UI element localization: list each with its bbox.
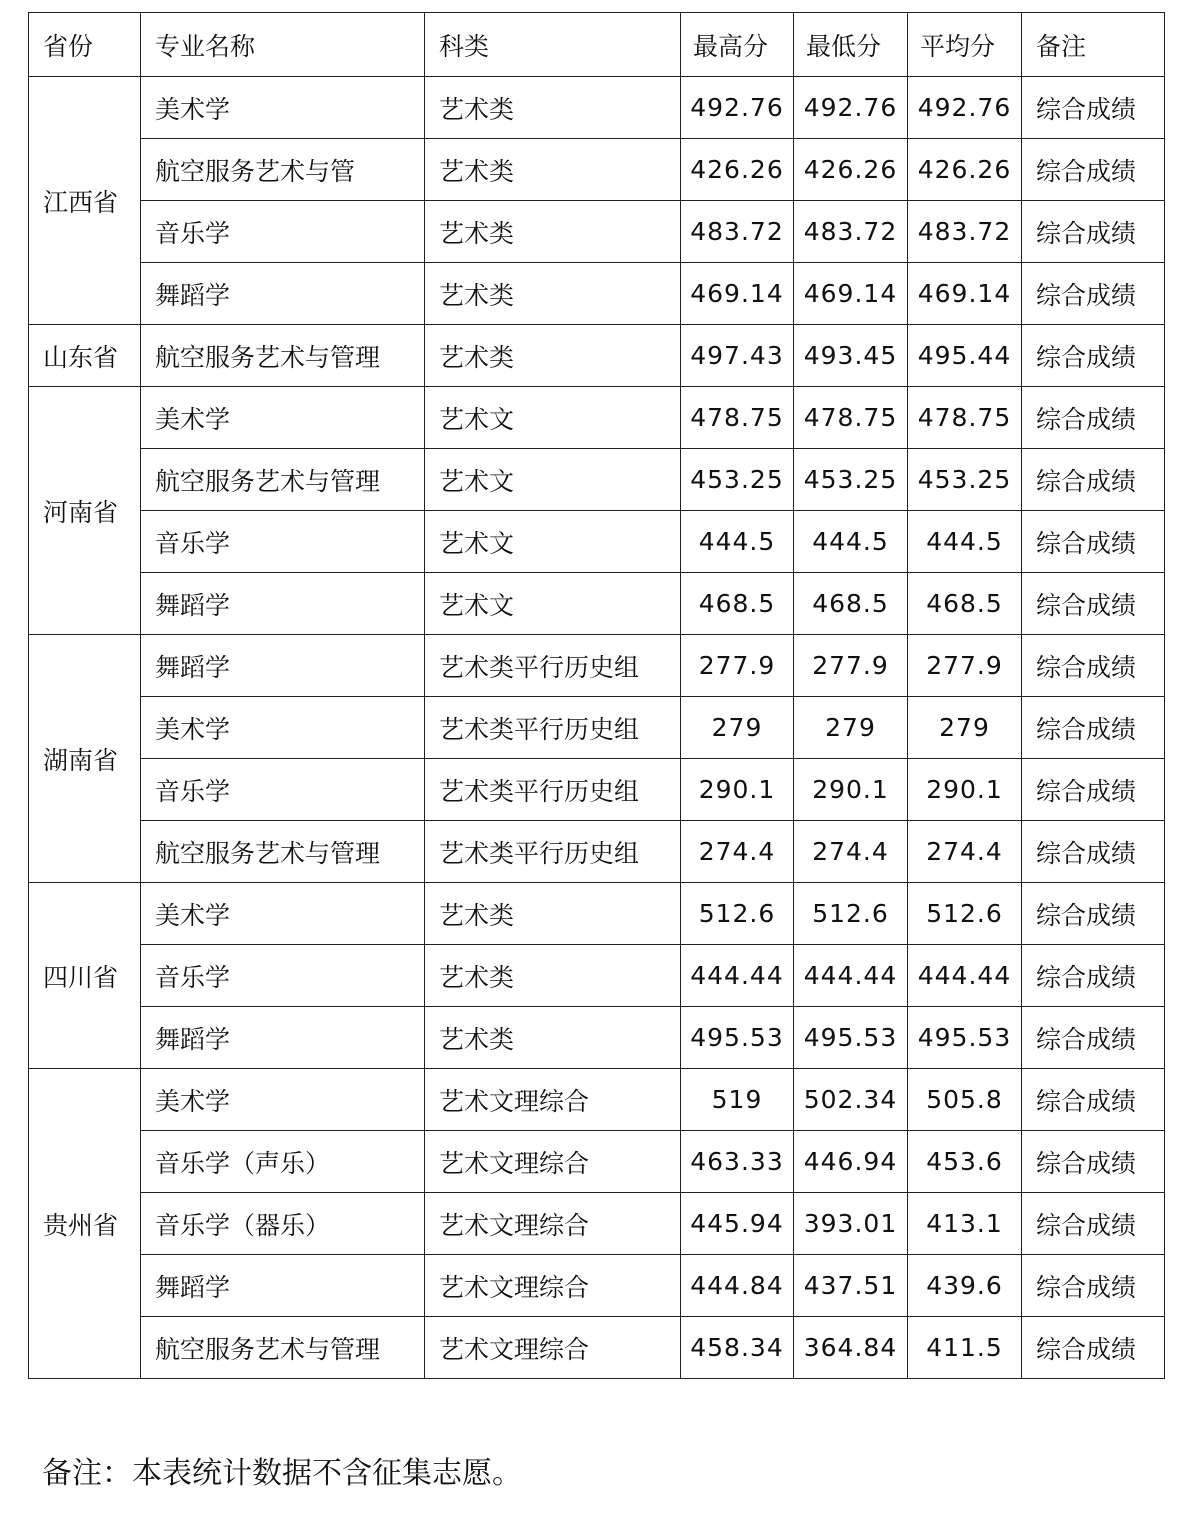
note-cell: 综合成绩 <box>1022 635 1165 697</box>
major-cell: 音乐学 <box>141 759 425 821</box>
note-cell: 综合成绩 <box>1022 759 1165 821</box>
max-score-cell: 497.43 <box>681 325 794 387</box>
table-row <box>29 573 1165 635</box>
table-row <box>29 1193 1165 1255</box>
min-score-cell: 437.51 <box>794 1255 908 1317</box>
avg-score-cell: 279 <box>908 697 1022 759</box>
major-cell: 美术学 <box>141 387 425 449</box>
min-score-cell: 364.84 <box>794 1317 908 1379</box>
category-cell: 艺术文理综合 <box>425 1317 681 1379</box>
major-cell: 音乐学（声乐） <box>141 1131 425 1193</box>
avg-score-cell: 492.76 <box>908 77 1022 139</box>
table-row <box>29 1131 1165 1193</box>
category-cell: 艺术文 <box>425 387 681 449</box>
avg-score-cell: 512.6 <box>908 883 1022 945</box>
table-row <box>29 201 1165 263</box>
avg-score-cell: 274.4 <box>908 821 1022 883</box>
max-score-cell: 426.26 <box>681 139 794 201</box>
avg-score-cell: 478.75 <box>908 387 1022 449</box>
table-row <box>29 1255 1165 1317</box>
note-cell: 综合成绩 <box>1022 511 1165 573</box>
province-cell: 江西省 <box>29 77 141 325</box>
category-cell: 艺术类 <box>425 1007 681 1069</box>
min-score-cell: 478.75 <box>794 387 908 449</box>
table-row <box>29 1007 1165 1069</box>
table-row <box>29 821 1165 883</box>
header-note: 备注 <box>1022 13 1165 77</box>
table-row <box>29 883 1165 945</box>
table-row <box>29 77 1165 139</box>
category-cell: 艺术类 <box>425 201 681 263</box>
max-score-cell: 458.34 <box>681 1317 794 1379</box>
note-cell: 综合成绩 <box>1022 139 1165 201</box>
category-cell: 艺术文 <box>425 573 681 635</box>
category-cell: 艺术类 <box>425 77 681 139</box>
avg-score-cell: 413.1 <box>908 1193 1022 1255</box>
header-row <box>29 13 1165 77</box>
major-cell: 音乐学 <box>141 511 425 573</box>
table-row <box>29 263 1165 325</box>
category-cell: 艺术类平行历史组 <box>425 759 681 821</box>
avg-score-cell: 444.44 <box>908 945 1022 1007</box>
min-score-cell: 493.45 <box>794 325 908 387</box>
max-score-cell: 274.4 <box>681 821 794 883</box>
avg-score-cell: 453.6 <box>908 1131 1022 1193</box>
avg-score-cell: 483.72 <box>908 201 1022 263</box>
category-cell: 艺术类平行历史组 <box>425 821 681 883</box>
province-cell: 山东省 <box>29 325 141 387</box>
table-row <box>29 325 1165 387</box>
category-cell: 艺术类 <box>425 263 681 325</box>
max-score-cell: 444.5 <box>681 511 794 573</box>
min-score-cell: 502.34 <box>794 1069 908 1131</box>
major-cell: 舞蹈学 <box>141 573 425 635</box>
avg-score-cell: 495.44 <box>908 325 1022 387</box>
category-cell: 艺术类 <box>425 883 681 945</box>
major-cell: 舞蹈学 <box>141 263 425 325</box>
note-cell: 综合成绩 <box>1022 201 1165 263</box>
note-cell: 综合成绩 <box>1022 1255 1165 1317</box>
avg-score-cell: 426.26 <box>908 139 1022 201</box>
max-score-cell: 519 <box>681 1069 794 1131</box>
category-cell: 艺术类 <box>425 139 681 201</box>
note-cell: 综合成绩 <box>1022 883 1165 945</box>
min-score-cell: 279 <box>794 697 908 759</box>
province-cell: 贵州省 <box>29 1069 141 1379</box>
major-cell: 音乐学 <box>141 201 425 263</box>
province-cell: 河南省 <box>29 387 141 635</box>
note-cell: 综合成绩 <box>1022 945 1165 1007</box>
table-row <box>29 697 1165 759</box>
max-score-cell: 483.72 <box>681 201 794 263</box>
province-cell: 湖南省 <box>29 635 141 883</box>
category-cell: 艺术类 <box>425 945 681 1007</box>
note-cell: 综合成绩 <box>1022 1007 1165 1069</box>
note-cell: 综合成绩 <box>1022 387 1165 449</box>
min-score-cell: 483.72 <box>794 201 908 263</box>
min-score-cell: 290.1 <box>794 759 908 821</box>
note-cell: 综合成绩 <box>1022 1069 1165 1131</box>
category-cell: 艺术文理综合 <box>425 1193 681 1255</box>
note-cell: 综合成绩 <box>1022 697 1165 759</box>
table-row <box>29 759 1165 821</box>
avg-score-cell: 505.8 <box>908 1069 1022 1131</box>
max-score-cell: 512.6 <box>681 883 794 945</box>
note-cell: 综合成绩 <box>1022 573 1165 635</box>
table-row <box>29 511 1165 573</box>
max-score-cell: 492.76 <box>681 77 794 139</box>
category-cell: 艺术文理综合 <box>425 1131 681 1193</box>
avg-score-cell: 468.5 <box>908 573 1022 635</box>
max-score-cell: 453.25 <box>681 449 794 511</box>
note-cell: 综合成绩 <box>1022 821 1165 883</box>
max-score-cell: 478.75 <box>681 387 794 449</box>
major-cell: 航空服务艺术与管理 <box>141 1317 425 1379</box>
min-score-cell: 453.25 <box>794 449 908 511</box>
major-cell: 音乐学（器乐） <box>141 1193 425 1255</box>
max-score-cell: 469.14 <box>681 263 794 325</box>
avg-score-cell: 453.25 <box>908 449 1022 511</box>
major-cell: 音乐学 <box>141 945 425 1007</box>
avg-score-cell: 495.53 <box>908 1007 1022 1069</box>
min-score-cell: 444.5 <box>794 511 908 573</box>
max-score-cell: 444.44 <box>681 945 794 1007</box>
major-cell: 美术学 <box>141 697 425 759</box>
note-cell: 综合成绩 <box>1022 1131 1165 1193</box>
footnote: 备注：本表统计数据不含征集志愿。 <box>42 1456 522 1491</box>
table-row <box>29 635 1165 697</box>
header-avg: 平均分 <box>908 13 1022 77</box>
category-cell: 艺术类 <box>425 325 681 387</box>
avg-score-cell: 444.5 <box>908 511 1022 573</box>
table-row <box>29 449 1165 511</box>
min-score-cell: 446.94 <box>794 1131 908 1193</box>
min-score-cell: 469.14 <box>794 263 908 325</box>
category-cell: 艺术类平行历史组 <box>425 635 681 697</box>
avg-score-cell: 439.6 <box>908 1255 1022 1317</box>
max-score-cell: 277.9 <box>681 635 794 697</box>
min-score-cell: 468.5 <box>794 573 908 635</box>
header-major: 专业名称 <box>141 13 425 77</box>
min-score-cell: 492.76 <box>794 77 908 139</box>
major-cell: 美术学 <box>141 77 425 139</box>
major-cell: 舞蹈学 <box>141 1007 425 1069</box>
category-cell: 艺术文 <box>425 449 681 511</box>
max-score-cell: 468.5 <box>681 573 794 635</box>
max-score-cell: 279 <box>681 697 794 759</box>
major-cell: 舞蹈学 <box>141 635 425 697</box>
max-score-cell: 444.84 <box>681 1255 794 1317</box>
major-cell: 航空服务艺术与管理 <box>141 821 425 883</box>
header-category: 科类 <box>425 13 681 77</box>
header-max: 最高分 <box>681 13 794 77</box>
min-score-cell: 274.4 <box>794 821 908 883</box>
avg-score-cell: 290.1 <box>908 759 1022 821</box>
min-score-cell: 277.9 <box>794 635 908 697</box>
category-cell: 艺术文 <box>425 511 681 573</box>
note-cell: 综合成绩 <box>1022 263 1165 325</box>
header-min: 最低分 <box>794 13 908 77</box>
score-table <box>28 12 1165 1379</box>
max-score-cell: 445.94 <box>681 1193 794 1255</box>
category-cell: 艺术类平行历史组 <box>425 697 681 759</box>
min-score-cell: 393.01 <box>794 1193 908 1255</box>
min-score-cell: 495.53 <box>794 1007 908 1069</box>
max-score-cell: 463.33 <box>681 1131 794 1193</box>
table-row <box>29 1069 1165 1131</box>
table-row <box>29 139 1165 201</box>
table-row <box>29 387 1165 449</box>
province-cell: 四川省 <box>29 883 141 1069</box>
category-cell: 艺术文理综合 <box>425 1069 681 1131</box>
header-province: 省份 <box>29 13 141 77</box>
avg-score-cell: 469.14 <box>908 263 1022 325</box>
major-cell: 航空服务艺术与管理 <box>141 325 425 387</box>
table-row <box>29 1317 1165 1379</box>
avg-score-cell: 411.5 <box>908 1317 1022 1379</box>
note-cell: 综合成绩 <box>1022 325 1165 387</box>
avg-score-cell: 277.9 <box>908 635 1022 697</box>
note-cell: 综合成绩 <box>1022 1193 1165 1255</box>
max-score-cell: 495.53 <box>681 1007 794 1069</box>
min-score-cell: 426.26 <box>794 139 908 201</box>
major-cell: 美术学 <box>141 883 425 945</box>
note-cell: 综合成绩 <box>1022 1317 1165 1379</box>
max-score-cell: 290.1 <box>681 759 794 821</box>
table-body <box>29 77 1165 1379</box>
major-cell: 航空服务艺术与管 <box>141 139 425 201</box>
min-score-cell: 512.6 <box>794 883 908 945</box>
min-score-cell: 444.44 <box>794 945 908 1007</box>
major-cell: 舞蹈学 <box>141 1255 425 1317</box>
major-cell: 航空服务艺术与管理 <box>141 449 425 511</box>
table-row <box>29 945 1165 1007</box>
note-cell: 综合成绩 <box>1022 449 1165 511</box>
major-cell: 美术学 <box>141 1069 425 1131</box>
category-cell: 艺术文理综合 <box>425 1255 681 1317</box>
note-cell: 综合成绩 <box>1022 77 1165 139</box>
